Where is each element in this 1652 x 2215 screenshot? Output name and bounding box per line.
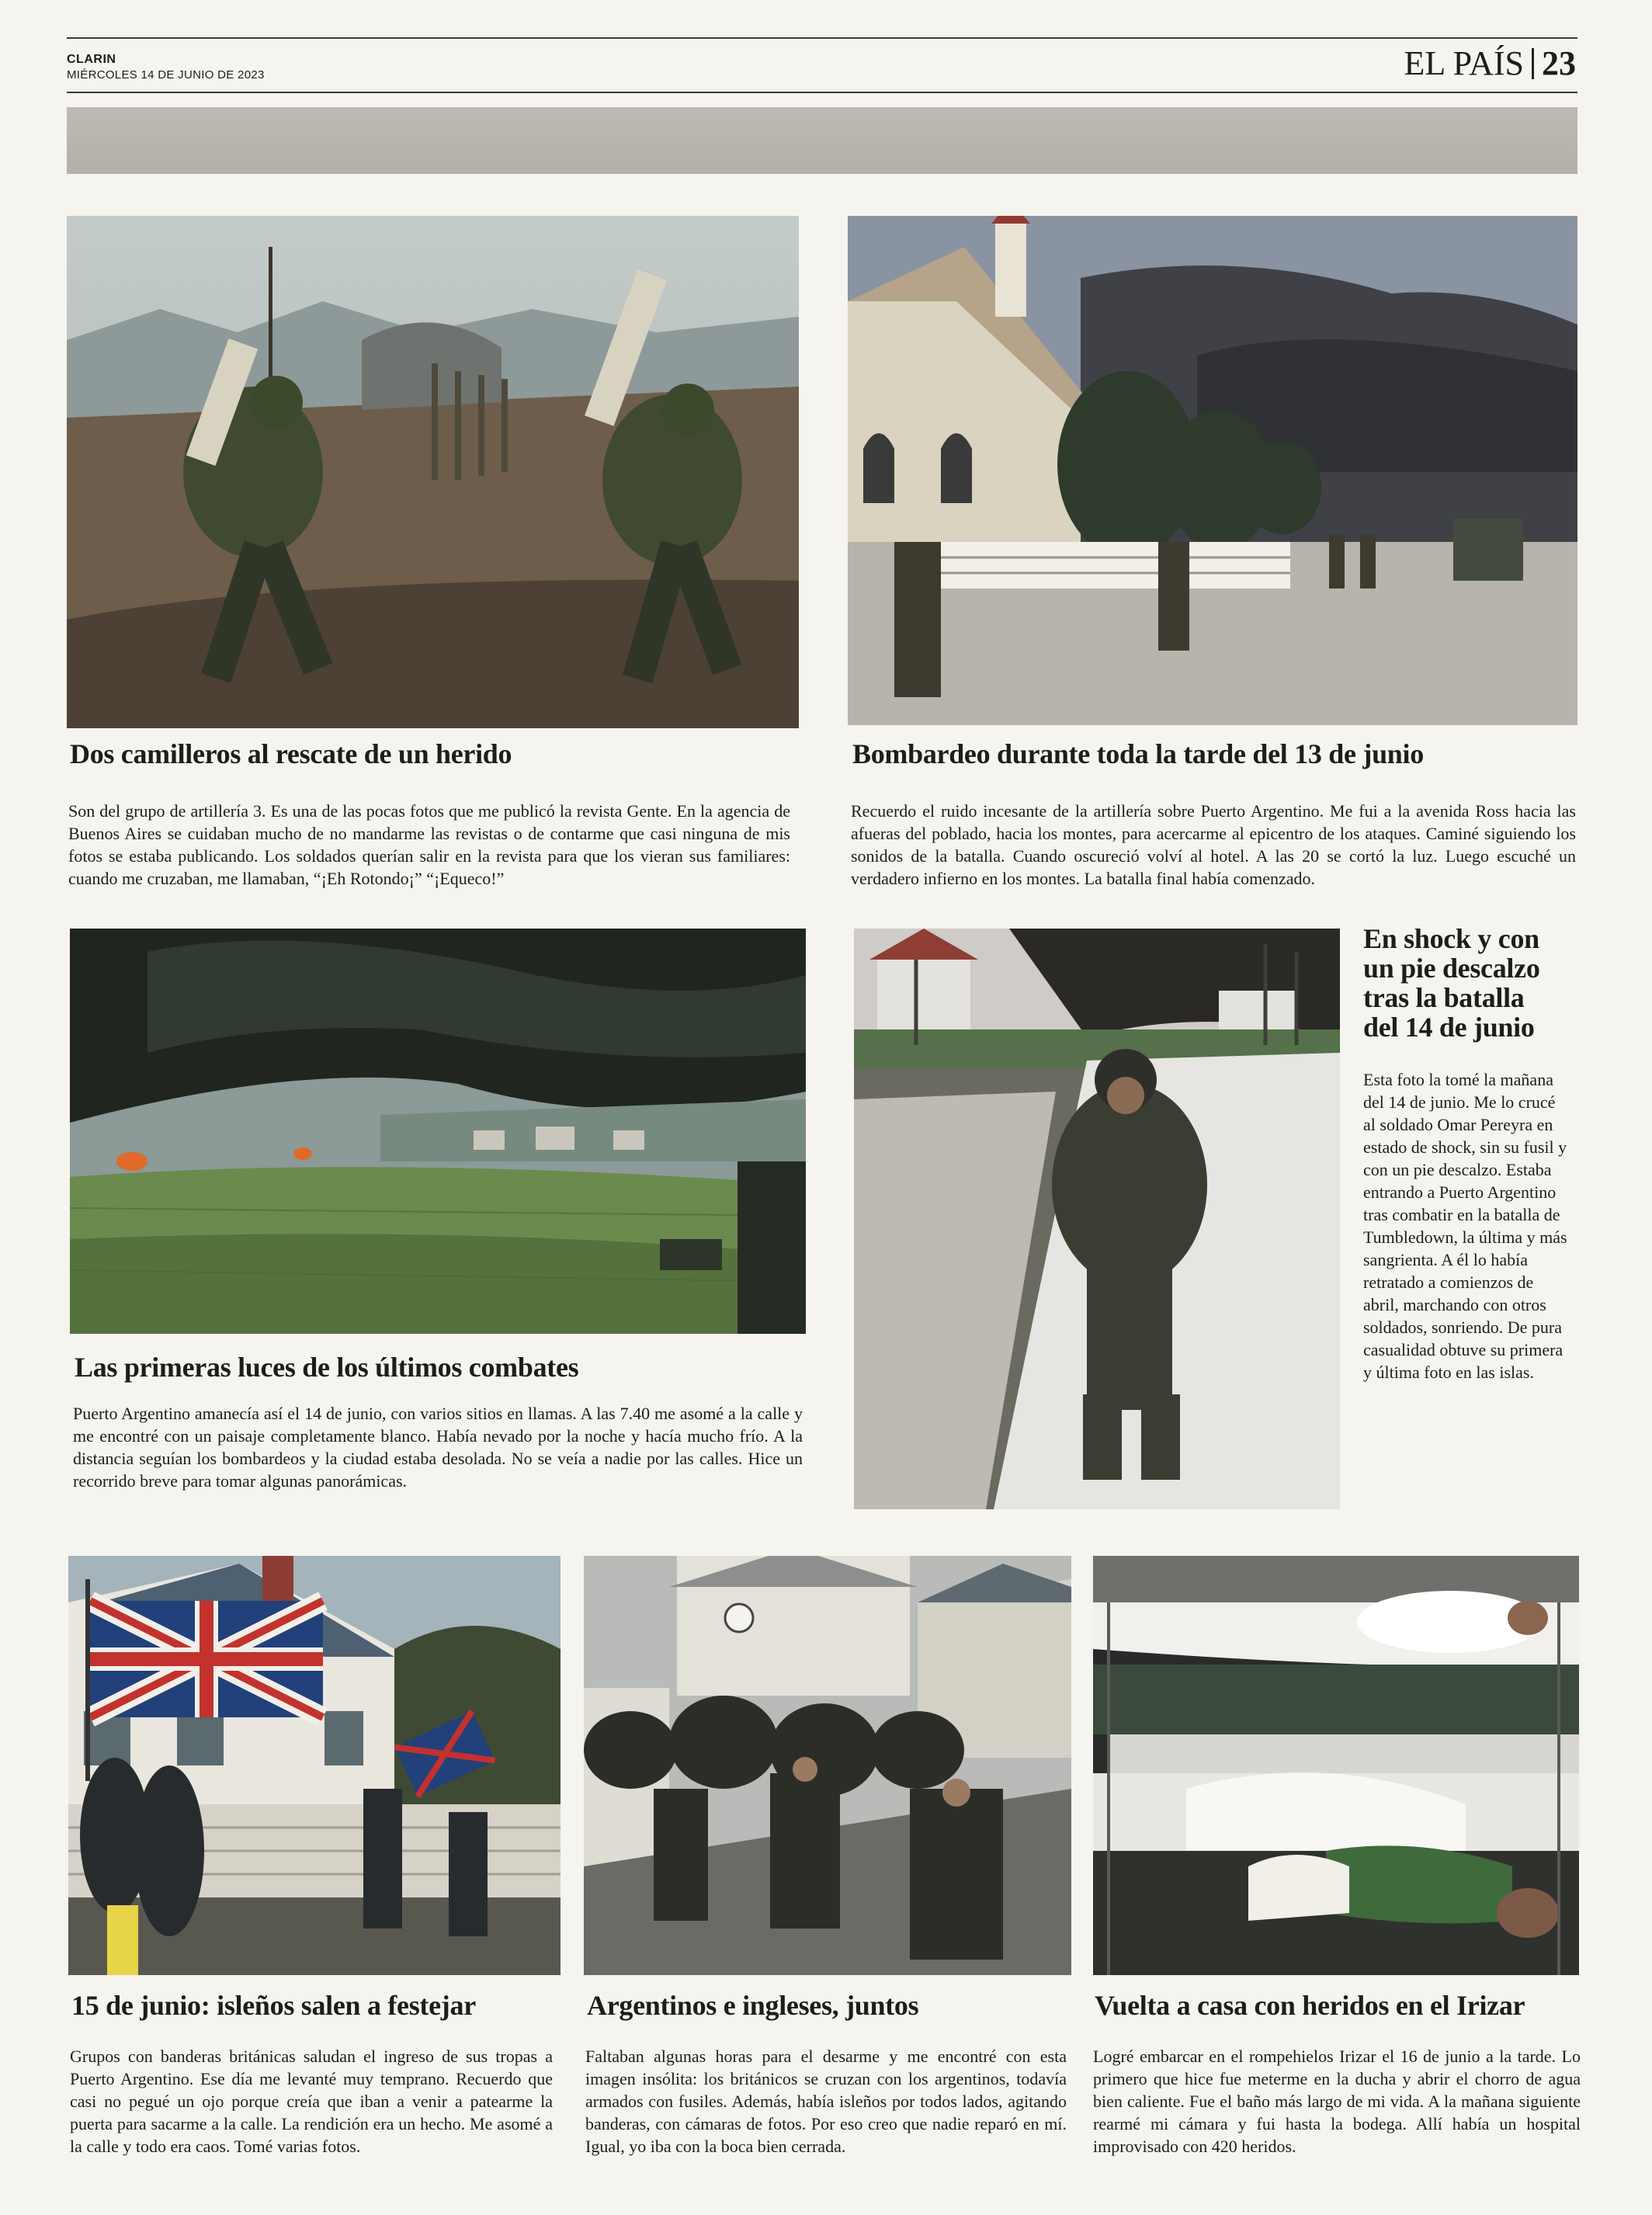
section-separator: [1532, 48, 1534, 79]
story-title: En shock y con un pie descalzo tras la batalla del 14 de junio: [1363, 923, 1540, 1043]
photo-town-in-flames: [70, 929, 806, 1334]
story-text: Grupos con banderas británicas saludan el ingreso de sus tropas a Puerto Argentino. Ese día me levanté muy temprano. Recuerdo que casi no pegué un ojo porque creía que iban a venir a patearme la puerta para sacarme a la calle. La rendición era un hecho. Me asomé a la calle y todo era caos. Tomé varias fotos.: [70, 2047, 553, 2156]
story-title: Bombardeo durante toda la tarde del 13 de junio: [852, 738, 1424, 769]
story-title: Dos camilleros al rescate de un herido: [70, 738, 512, 769]
story-text: Recuerdo el ruido incesante de la artillería sobre Puerto Argentino. Me fui a la avenida Ross hacia las afueras del poblado, hacia los montes, para acercarme al epicentro de los ataques. Caminé siguiendo los sonidos de la batalla. Cuando oscureció volví al hotel. A las 20 se cortó la luz. Luego escuché un verdadero infierno en los montes. La batalla final había comenzado.: [851, 801, 1576, 888]
story-text: Esta foto la tomé la mañana del 14 de junio. Me lo crucé al soldado Omar Pereyra en estado de shock, sin su fusil y con un pie descalzo. Estaba entrando a Puerto Argentino tras combatir en la batalla de Tumbledown, la última y más sangrienta. A él lo había retratado a comienzos de abril, marchando con otros soldados, sonriendo. De pura casualidad obtuve su primera y última foto en las islas.: [1363, 1070, 1567, 1382]
newspaper-name: CLARIN: [67, 53, 116, 66]
story-text: Faltaban algunas horas para el desarme y me encontré con esta imagen insólita: los británicos se cruzan con los argentinos, todavía armados con fusiles. Además, había isleños por todos lados, agitando banderas, con cámaras de fotos. Por eso creo que nadie reparó en mí. Igual, yo iba con la boca bien cerrada.: [585, 2047, 1067, 2156]
photo-islanders-celebrate: [68, 1556, 560, 1975]
story-title: 15 de junio: isleños salen a festejar: [71, 1990, 476, 2021]
photo-church-bombing: [848, 216, 1577, 725]
photo-troops-in-street: [584, 1556, 1071, 1975]
section-header: [1404, 43, 1576, 83]
header-banner: [67, 107, 1577, 174]
story-text: Puerto Argentino amanecía así el 14 de junio, con varios sitios en llamas. A las 7.40 me asomé a la calle y me encontré con un paisaje completamente blanco. Había nevado por la noche y hacía mucho frío. A la distancia seguían los bombardeos y la ciudad estaba desolada. No se veía a nadie por las calles. Hice un recorrido breve para tomar algunas panorámicas.: [73, 1404, 803, 1491]
story-text: Son del grupo de artillería 3. Es una de las pocas fotos que me publicó la revista Gente. En la agencia de Buenos Aires se cuidaban mucho de no mandarme las revistas o de contarme que casi ninguna de mis fotos se estaba publicando. Los soldados querían salir en la revista para que los vieran sus familiares: cuando me cruzaban, me llamaban, “¡Eh Rotondo¡” “¡Equeco!”: [68, 801, 790, 888]
story-text: Logré embarcar en el rompehielos Irizar el 16 de junio a la tarde. Lo primero que hice fue meterme en la ducha y abrir el chorro de agua bien caliente. Fue el baño más largo de mi vida. A la mañana siguiente rearmé mi cámara y fui hasta la bodega. Allí había un hospital improvisado con 420 heridos.: [1093, 2047, 1581, 2156]
story-title: Argentinos e ingleses, juntos: [587, 1990, 919, 2021]
story-title: Vuelta a casa con heridos en el Irizar: [1095, 1990, 1525, 2021]
page-number: 23: [1542, 44, 1576, 82]
photo-wounded-on-ship: [1093, 1556, 1579, 1975]
section-name: EL PAÍS: [1404, 44, 1524, 82]
top-rule: [67, 37, 1577, 39]
story-title: Las primeras luces de los últimos combates: [75, 1352, 579, 1383]
publication-date: MIÉRCOLES 14 DE JUNIO DE 2023: [67, 68, 265, 82]
photo-soldier-in-shock: [854, 929, 1340, 1509]
masthead-rule: [67, 92, 1577, 93]
photo-stretcher-bearers: [67, 216, 799, 728]
